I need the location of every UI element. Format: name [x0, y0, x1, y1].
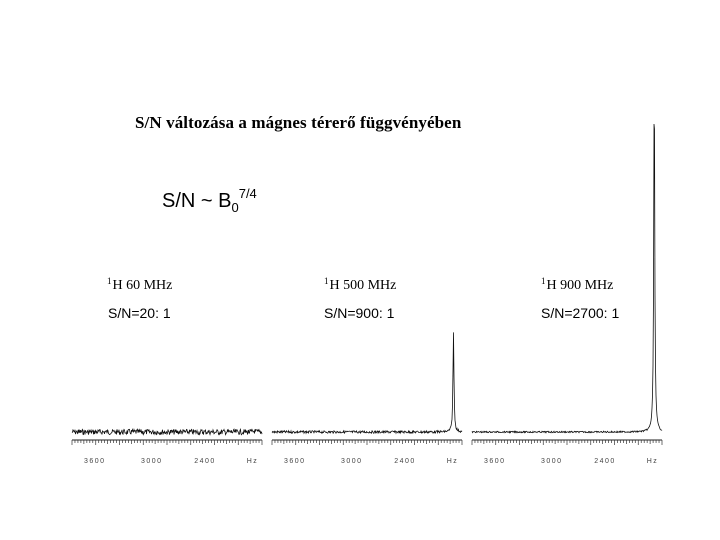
x-tick-label: 3600	[484, 458, 506, 465]
x-tick-label: 2400	[394, 458, 416, 465]
x-tick-label: 2400	[594, 458, 616, 465]
snr-label-500mhz: S/N=900: 1	[324, 305, 395, 321]
snr-label-900mhz: S/N=2700: 1	[541, 305, 620, 321]
snr-label-60mhz: S/N=20: 1	[108, 305, 171, 321]
x-tick-label: 3600	[84, 458, 106, 465]
x-tick-label: Hz	[646, 458, 659, 465]
spectrum-panel	[72, 429, 262, 465]
formula-subscript: 0	[231, 200, 239, 215]
x-tick-label: Hz	[246, 458, 259, 465]
x-tick-label: 3000	[541, 458, 563, 465]
x-tick-label: 2400	[194, 458, 216, 465]
x-tick-label: 3000	[341, 458, 363, 465]
isotope-mass-number: 1	[107, 276, 112, 286]
spectrum-line	[72, 429, 262, 435]
spectrum-line	[472, 124, 662, 433]
spectrum-line	[272, 332, 462, 433]
spectrum-panel	[272, 332, 462, 465]
spectrum-title: H 60 MHz	[112, 278, 173, 293]
spectrum-panel	[472, 124, 662, 465]
formula-superscript: 7/4	[238, 186, 257, 201]
x-tick-label: Hz	[446, 458, 459, 465]
x-tick-label: 3600	[284, 458, 306, 465]
spectrum-title: H 500 MHz	[329, 278, 397, 293]
x-tick-label: 3000	[141, 458, 163, 465]
isotope-mass-number: 1	[324, 276, 329, 286]
isotope-mass-number: 1	[541, 276, 546, 286]
formula-base: S/N ~ B	[162, 190, 232, 212]
slide-title: S/N változása a mágnes térerő függvényében	[135, 113, 462, 132]
spectrum-title: H 900 MHz	[546, 278, 614, 293]
